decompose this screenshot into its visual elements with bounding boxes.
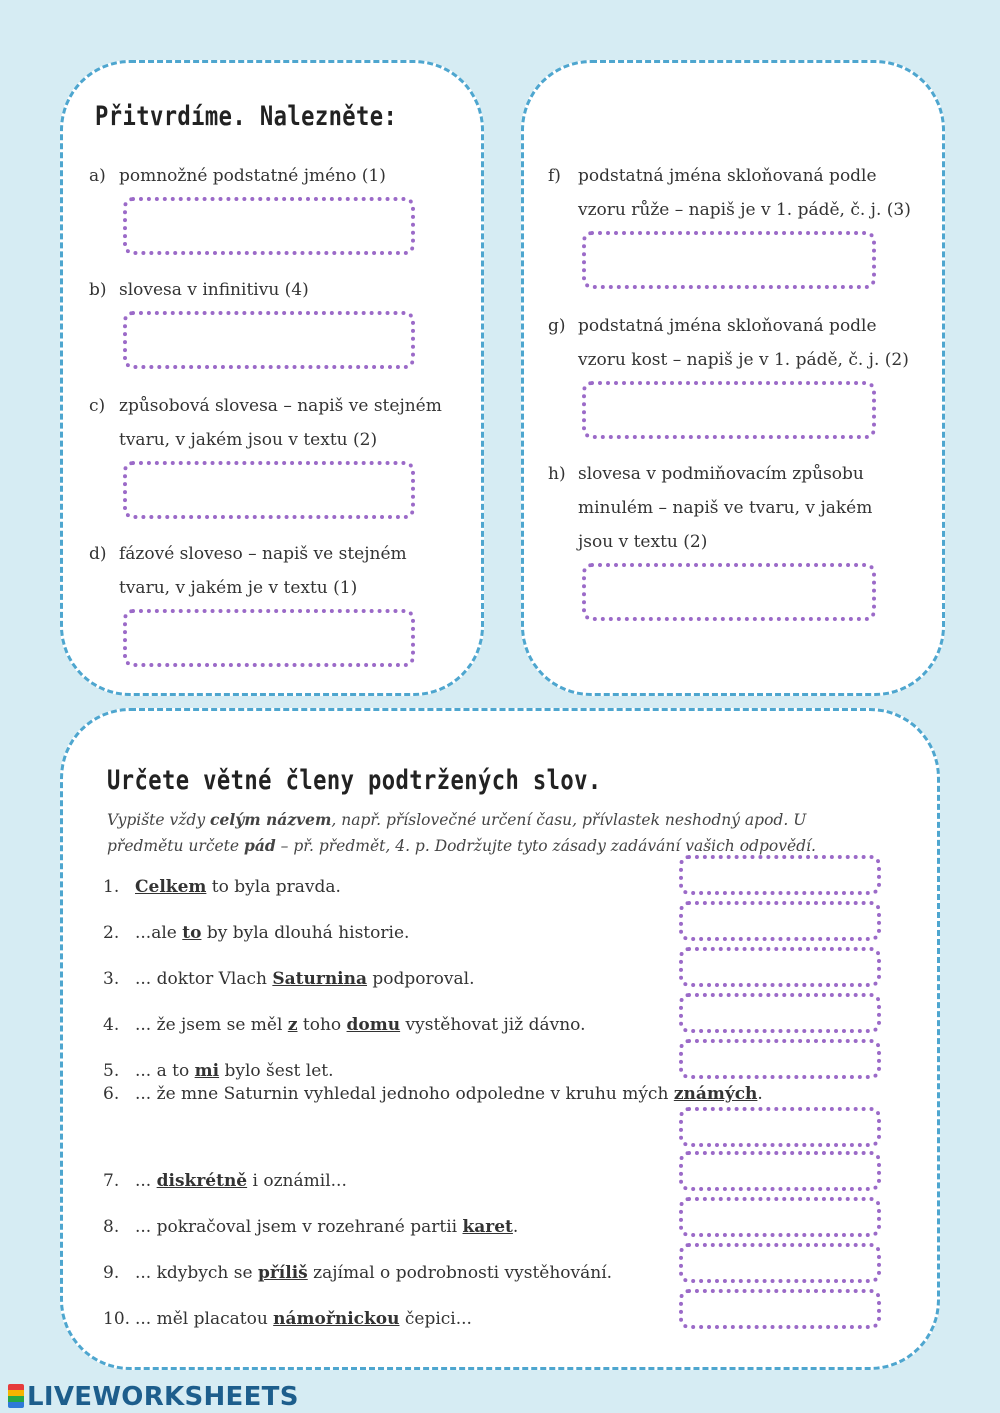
answer-box-4[interactable]: [679, 993, 881, 1033]
task-card-bottom: [60, 708, 940, 1370]
sentence-8: 8. ... pokračoval jsem v rozehrané partii karet.: [103, 1217, 519, 1237]
sentence-7: 7. ... diskrétně i oznámil...: [103, 1171, 347, 1191]
section-heading: Přitvrdíme. Nalezněte:: [95, 101, 398, 132]
brand-logo: LIVEWORKSHEETS: [8, 1382, 299, 1412]
answer-box-c[interactable]: [123, 461, 415, 519]
answer-box-9[interactable]: [679, 1243, 881, 1283]
answer-box-7[interactable]: [679, 1151, 881, 1191]
answer-box-h[interactable]: [582, 563, 876, 621]
sentence-3: 3. ... doktor Vlach Saturnina podporoval.: [103, 969, 475, 989]
sentence-4: 4. ... že jsem se měl z toho domu vystěhovat již dávno.: [103, 1015, 586, 1035]
answer-box-a[interactable]: [123, 197, 415, 255]
sentence-2: 2. ...ale to by byla dlouhá historie.: [103, 923, 410, 943]
answer-box-3[interactable]: [679, 947, 881, 987]
sentence-9: 9. ... kdybych se příliš zajímal o podrobnosti vystěhování.: [103, 1263, 613, 1283]
sentence-1: 1. Celkem to byla pravda.: [103, 877, 341, 897]
sentence-10: 10. ... měl placatou námořnickou čepici...: [103, 1309, 472, 1329]
answer-box-5[interactable]: [679, 1039, 881, 1079]
instruction-text: Vypište vždy celým názvem, např. příslovečné určení času, přívlastek neshodný apod. U předmětu určete pád – př. předmět, 4. p. Dodržujte tyto zásady zadávání vašich odpovědí.: [107, 810, 816, 855]
task-card-left: Přitvrdíme. Nalezněte: a) pomnožné podstatné jméno (1) b) slovesa v infinitivu (4) c) způsobová slovesa – napiš ve stejném tvaru, v jakém jsou v textu (2) d) fázové sloveso – napiš ve stejném tvaru, v jakém je v textu (1): [60, 60, 484, 696]
answer-box-8[interactable]: [679, 1197, 881, 1237]
answer-box-b[interactable]: [123, 311, 415, 369]
answer-box-10[interactable]: [679, 1289, 881, 1329]
answer-box-2[interactable]: [679, 901, 881, 941]
section-heading: Určete větné členy podtržených slov.: [107, 765, 602, 796]
sentence-6: 6. ... že mne Saturnin vyhledal jednoho odpoledne v kruhu mých známých.: [103, 1084, 763, 1104]
sentence-5: 5. ... a to mi bylo šest let.: [103, 1061, 334, 1081]
answer-box-6[interactable]: [679, 1107, 881, 1147]
answer-box-g[interactable]: [582, 381, 876, 439]
answer-box-1[interactable]: [679, 855, 881, 895]
answer-box-d[interactable]: [123, 609, 415, 667]
answer-box-f[interactable]: [582, 231, 876, 289]
task-card-right: f) podstatná jména skloňovaná podle vzoru růže – napiš je v 1. pádě, č. j. (3) g) podstatná jména skloňovaná podle vzoru kost – napiš je v 1. pádě, č. j. (2) h) slovesa v podmiňovacím způsobu minulém – napiš ve tvaru, v jakém jsou v textu (2): [521, 60, 945, 696]
liveworksheets-logo-icon: [8, 1384, 24, 1408]
